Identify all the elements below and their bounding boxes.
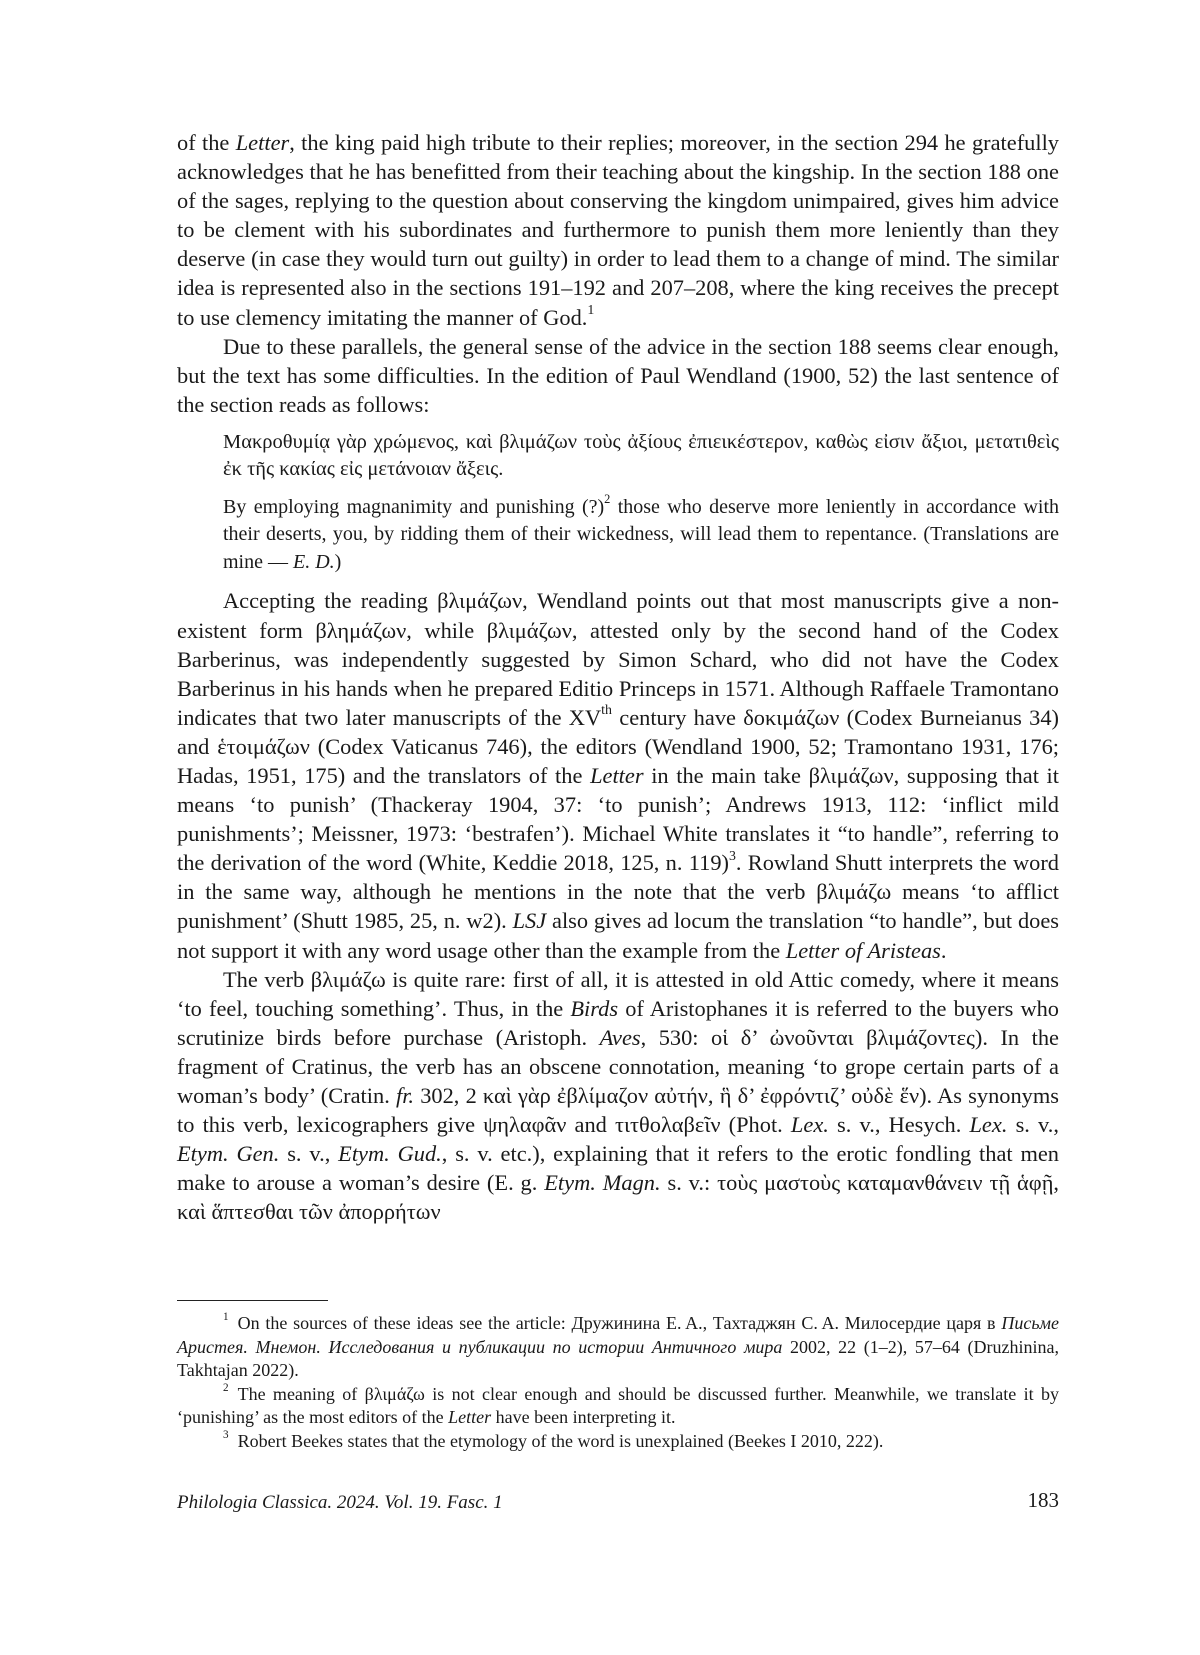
footnote-1: $^1$ On the sources of these ideas see the article: Дружинина Е. А., Тахтаджян С. А. Милосердие царя в Письме Аристея. Мнемон. Исследования и публикации по истории Античного мира 2002, 22 (1–2), 57–64 (Druzhinina, Takhtajan 2022).: [177, 1311, 1059, 1381]
paragraph-4: The verb βλιμάζω is quite rare: first of all, it is attested in old Attic comedy, where it means ‘to feel, touching something’. Thus, in the Birds of Aristophanes it is referred to the buyers who scrutinize birds before purchase (Aristoph. Aves, 530: οἱ δ’ ὠνοῦνται βλιμάζοντες). In the fragment of Cratinus, the verb has an obscene connotation, meaning ‘to grope certain parts of a woman’s body’ (Cratin. fr. 302, 2 καὶ γὰρ ἐβλίμαζον αὐτήν, ἣ δ’ ἐφρόντιζ’ οὐδὲ ἕν). As synonyms to this verb, lexicographers give ψηλαφᾶν and τιτθολαβεῖν (Phot. Lex. s. v., Hesych. Lex. s. v., Etym. Gen. s. v., Etym. Gud., s. v. etc.), explaining that it refers to the erotic fondling that men make to arouse a woman’s desire (E. g. Etym. Magn. s. v.: τοὺς μαστοὺς καταμανθάνειν τῇ ἁφῇ, καὶ ἅπτεσθαι τῶν ἀπορρήτων: [177, 966, 1059, 1225]
superscript-mark: 2: [223, 1382, 229, 1395]
greek-quotation: Μακροθυμίᾳ γὰρ χρώμενος, καὶ βλιμάζων τοὺς ἀξίους ἐπιεικέστερον, καθὼς εἰσιν ἄξιοι, μετατιθεὶς ἐκ τῆς κακίας εἰς μετάνοιαν ἄξεις.: [223, 430, 1059, 481]
superscript-mark: 2: [604, 492, 611, 507]
italic-text: E. D.: [293, 550, 335, 573]
italic-text: Lex.: [969, 1112, 1008, 1138]
journal-citation: Philologia Classica. 2024. Vol. 19. Fasc. 1: [177, 1492, 503, 1513]
paragraph-2: Due to these parallels, the general sense of the advice in the section 188 seems clear enough, but the text has some difficulties. In the edition of Paul Wendland (1900, 52) the last sentence of the section reads as follows:: [177, 333, 1059, 417]
italic-text: fr.: [395, 1083, 415, 1109]
italic-text: Birds: [570, 995, 619, 1021]
footnote-3: $^3$ Robert Beekes states that the etymology of the word is unexplained (Beekes I 2010, 222).: [223, 1429, 884, 1451]
footnotes: [177, 1312, 1059, 1454]
italic-text: Lex.: [790, 1112, 829, 1138]
italic-text: Etym. Gen.: [177, 1141, 280, 1167]
italic-text: Letter of Aristeas: [785, 937, 941, 963]
superscript-mark: 3: [728, 848, 736, 864]
italic-text: LSJ: [512, 908, 547, 934]
footnote-2: $^2$ The meaning of βλιμάζω is not clear enough and should be discussed further. Meanwhile, we translate it by ‘punishing’ as the most editors of the Letter have been interpreting it.: [177, 1382, 1059, 1428]
italic-text: Etym. Gud.: [338, 1141, 442, 1167]
main-text: [177, 128, 1059, 1227]
superscript-mark: 1: [223, 1311, 229, 1324]
italic-text: Aves: [599, 1024, 641, 1050]
paragraph-3: Accepting the reading βλιμάζων, Wendland points out that most manuscripts give a non-existent form βλημάζων, while βλιμάζων, attested only by the second hand of the Codex Barberinus, was independently suggested by Simon Schard, who did not have the Codex Barberinus in his hands when he prepared Editio Princeps in 1571. Although Raffaele Tramontano indicates that two later manuscripts of the XVth century have δοκιμάζων (Codex Burneianus 34) and ἑτοιμάζων (Codex Vaticanus 746), the editors (Wendland 1900, 52; Tramontano 1931, 176; Hadas, 1951, 175) and the translators of the Letter in the main take βλιμάζων, supposing that it means ‘to punish’ (Thackeray 1904, 37: ‘to punish’; Andrews 1913, 112: ‘inflict mild punishments’; Meissner, 1973: ‘bestrafen’). Michael White translates it “to handle”, referring to the derivation of the word (White, Keddie 2018, 125, n. 119)$^3$. Rowland Shutt interprets the word in the same way, although he mentions in the note that the verb βλιμάζω means ‘to afflict punishment’ (Shutt 1985, 25, n. w2). LSJ also gives ad locum the translation “to handle”, but does not support it with any word usage other than the example from the Letter of Aristeas.: [177, 588, 1059, 963]
superscript-mark: 1: [587, 303, 595, 319]
italic-text: Etym. Magn.: [544, 1170, 661, 1196]
quotation-translation: By employing magnanimity and punishing (?)$^2$ those who deserve more leniently in accordance with their deserts, you, by ridding them of their wickedness, will lead them to repentance. (Translations are mine — E. D.): [223, 492, 1060, 573]
italic-text: Letter: [448, 1407, 492, 1428]
italic-text: Letter: [235, 130, 290, 155]
paragraph-1: of the Letter, the king paid high tribute to their replies; moreover, in the section 294 he gratefully acknowledges that he has benefitted from their teaching about the kingship. In the section 188 one of the sages, replying to the question about conserving the kingdom unimpaired, gives him advice to be clement with his subordinates and furthermore to punish them more leniently than they deserve (in case they would turn out guilty) in order to lead them to a change of mind. The similar idea is represented also in the sections 191–192 and 207–208, where the king receives the precept to use clemency imitating the manner of God.$^1$: [177, 130, 1059, 330]
italic-text: Письме Аристея. Мнемон. Исследования и публикации по истории Античного мира: [177, 1313, 1059, 1357]
superscript-mark: 3: [223, 1429, 229, 1442]
italic-text: Letter: [590, 763, 644, 788]
page-number: 183: [1027, 1488, 1059, 1512]
footnote-divider: [177, 1300, 328, 1301]
superscript-mark: th: [601, 703, 612, 719]
